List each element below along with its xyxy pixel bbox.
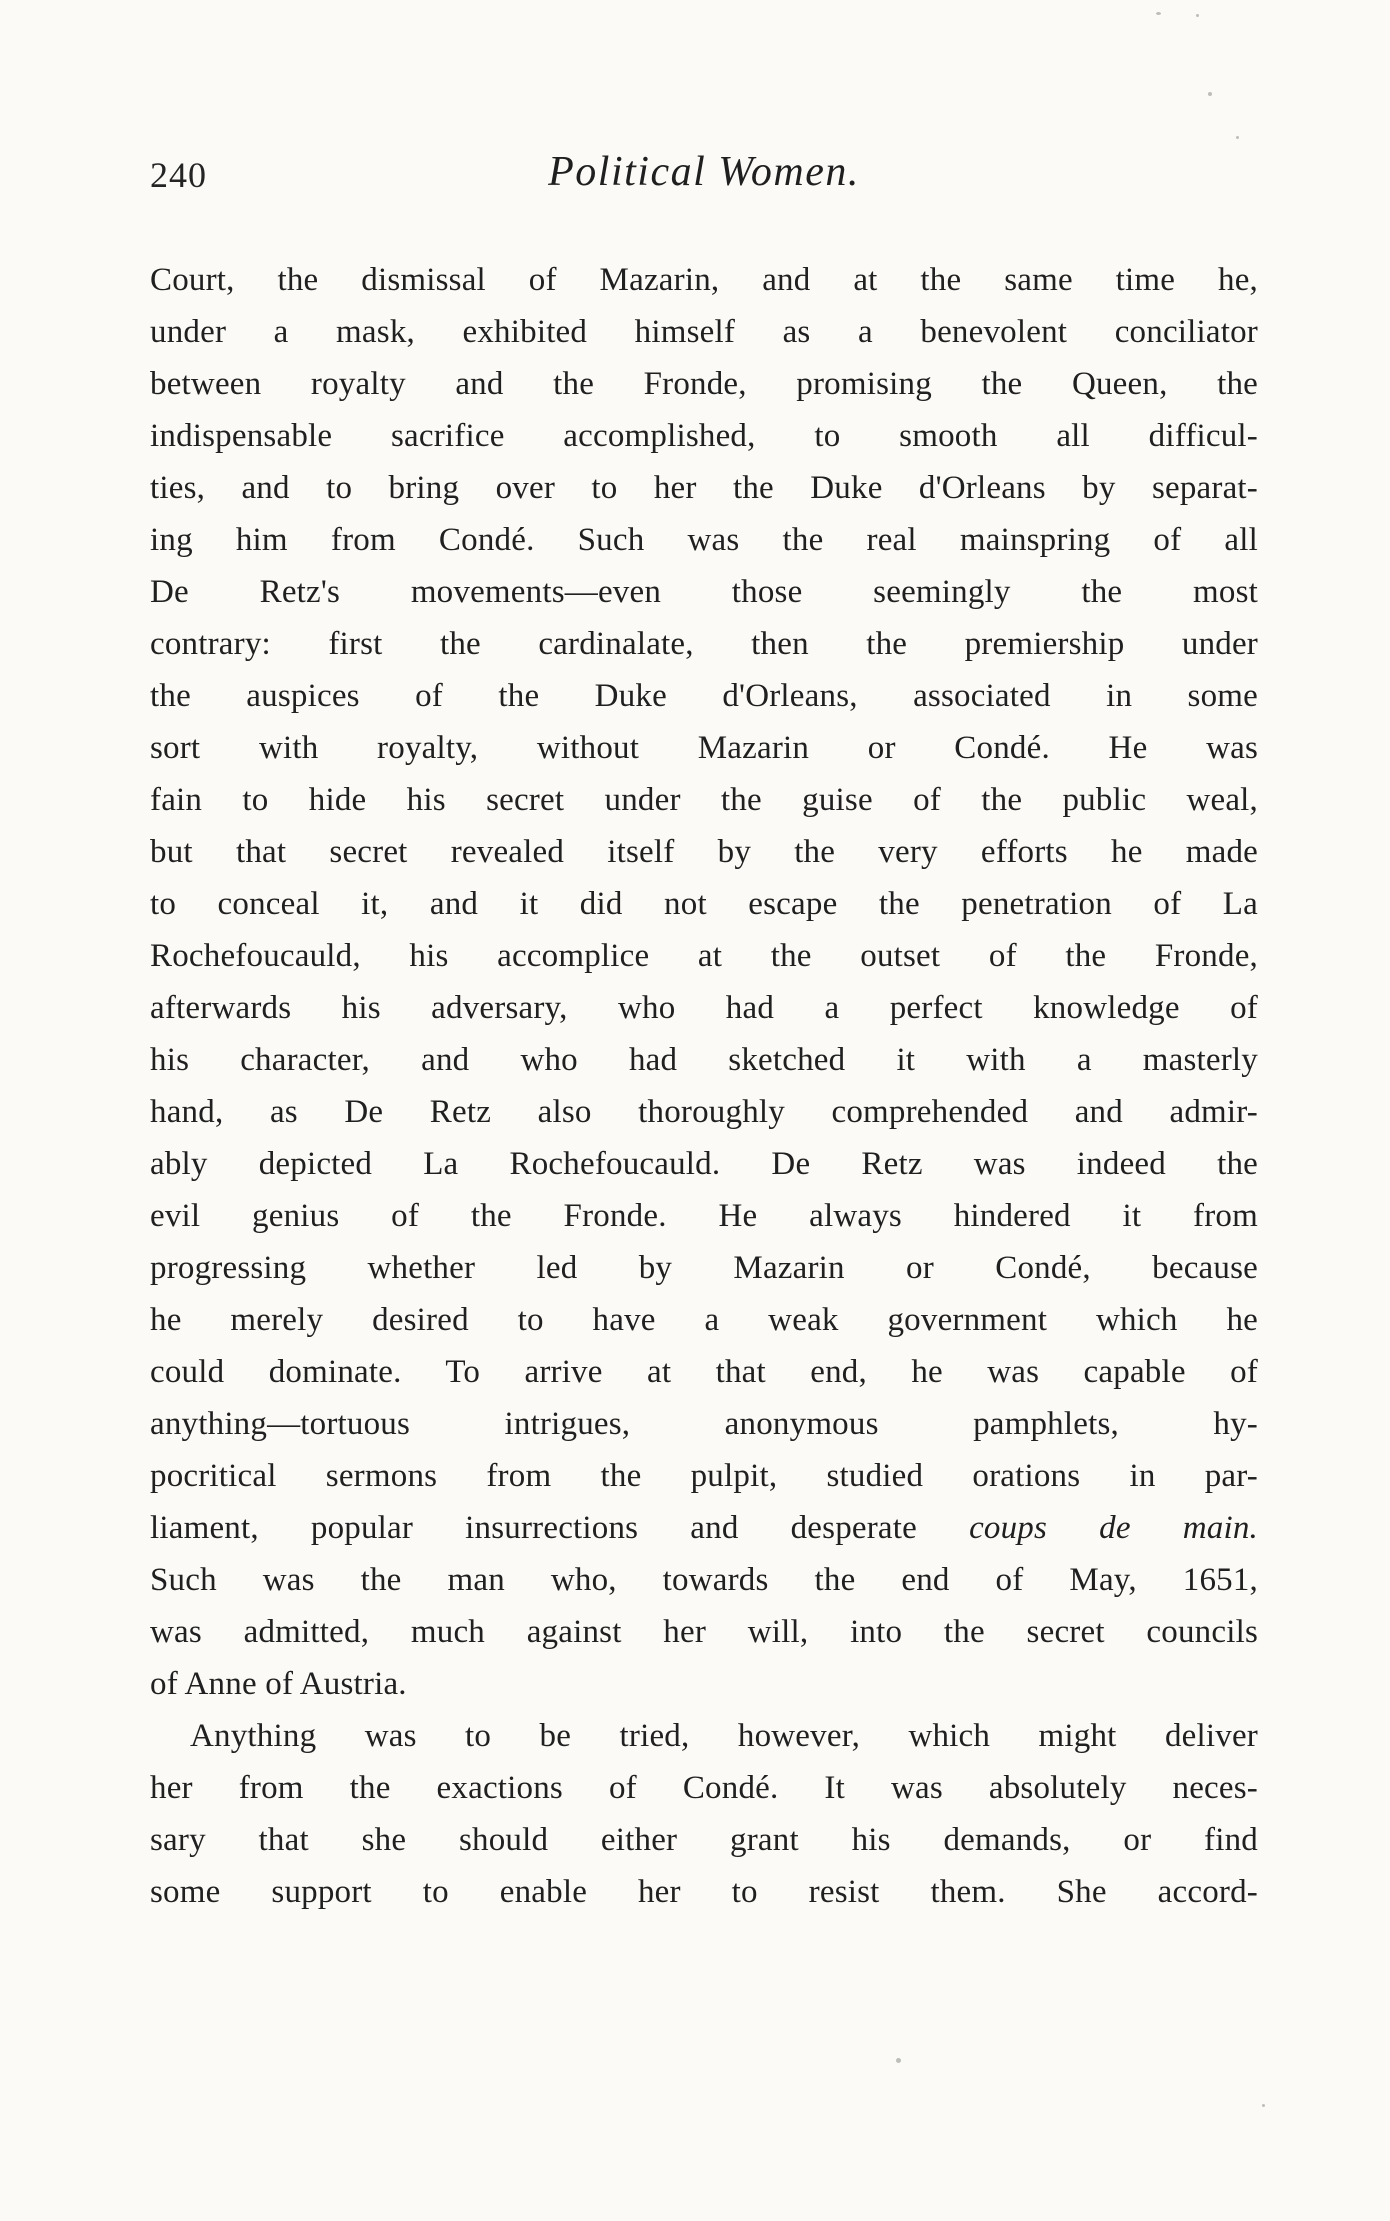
- paragraph: [150, 254, 1258, 1710]
- scan-speck: [1196, 14, 1199, 17]
- text-segment: under a mask, exhibited himself as a benevolent conciliator: [150, 314, 1258, 350]
- text-line: [150, 1606, 1258, 1658]
- text-segment: sary that she should either grant his demands, or find: [150, 1822, 1258, 1858]
- text-segment: but that secret revealed itself by the very efforts he made: [150, 834, 1258, 870]
- text-line: [150, 1710, 1258, 1762]
- italic-text-segment: coups de main.: [969, 1510, 1258, 1546]
- text-block: [150, 254, 1258, 1918]
- text-line: [150, 1190, 1258, 1242]
- paragraph: [150, 1710, 1258, 1918]
- text-segment: Court, the dismissal of Mazarin, and at the same time he,: [150, 262, 1258, 298]
- text-line: [150, 1086, 1258, 1138]
- text-segment: Rochefoucauld, his accomplice at the outset of the Fronde,: [150, 938, 1258, 974]
- text-line: [150, 1450, 1258, 1502]
- text-line: [150, 826, 1258, 878]
- text-segment: of Anne of Austria.: [150, 1666, 407, 1702]
- scan-speck: [1156, 12, 1161, 15]
- text-line: [150, 982, 1258, 1034]
- text-segment: liament, popular insurrections and desperate: [150, 1510, 970, 1546]
- text-line: [150, 774, 1258, 826]
- text-line: [150, 306, 1258, 358]
- text-line: [150, 878, 1258, 930]
- text-segment: fain to hide his secret under the guise of the public weal,: [150, 782, 1258, 818]
- text-line: [150, 670, 1258, 722]
- text-segment: he merely desired to have a weak government which he: [150, 1302, 1258, 1338]
- text-segment: progressing whether led by Mazarin or Condé, because: [150, 1250, 1258, 1286]
- text-line: [150, 566, 1258, 618]
- text-segment: to conceal it, and it did not escape the penetration of La: [150, 886, 1258, 922]
- text-segment: ties, and to bring over to her the Duke d'Orleans by separat-: [150, 470, 1258, 506]
- running-title: Political Women.: [548, 149, 860, 195]
- text-line: [150, 514, 1258, 566]
- text-segment: ably depicted La Rochefoucauld. De Retz was indeed the: [150, 1146, 1258, 1182]
- text-line: [150, 1346, 1258, 1398]
- text-segment: could dominate. To arrive at that end, he was capable of: [150, 1354, 1258, 1390]
- text-line: [150, 930, 1258, 982]
- text-segment: Such was the man who, towards the end of May, 1651,: [150, 1562, 1258, 1598]
- text-segment: her from the exactions of Condé. It was absolutely neces-: [150, 1770, 1258, 1806]
- text-segment: De Retz's movements—even those seemingly the most: [150, 574, 1258, 610]
- text-line: [150, 358, 1258, 410]
- text-line: [150, 254, 1258, 306]
- text-line: [150, 618, 1258, 670]
- scan-speck: [1262, 2104, 1265, 2107]
- page-number: 240: [150, 155, 207, 195]
- text-segment: hand, as De Retz also thoroughly comprehended and admir-: [150, 1094, 1258, 1130]
- text-segment: indispensable sacrifice accomplished, to smooth all difficul-: [150, 418, 1258, 454]
- text-line: [150, 1294, 1258, 1346]
- scan-speck: [1236, 136, 1239, 139]
- text-line: [150, 722, 1258, 774]
- text-segment: between royalty and the Fronde, promising the Queen, the: [150, 366, 1258, 402]
- page-header: [150, 148, 1258, 210]
- text-segment: the auspices of the Duke d'Orleans, associated in some: [150, 678, 1258, 714]
- text-line: [150, 1658, 1258, 1710]
- text-line: [150, 1138, 1258, 1190]
- text-segment: afterwards his adversary, who had a perfect knowledge of: [150, 990, 1258, 1026]
- text-line: [150, 410, 1258, 462]
- page-inner: [150, 148, 1258, 1918]
- text-segment: his character, and who had sketched it with a masterly: [150, 1042, 1258, 1078]
- text-segment: ing him from Condé. Such was the real mainspring of all: [150, 522, 1258, 558]
- text-segment: Anything was to be tried, however, which might deliver: [190, 1718, 1258, 1754]
- text-segment: sort with royalty, without Mazarin or Condé. He was: [150, 730, 1258, 766]
- scan-speck: [896, 2058, 901, 2063]
- text-line: [150, 1398, 1258, 1450]
- text-line: [150, 1034, 1258, 1086]
- text-line: [150, 1242, 1258, 1294]
- text-segment: anything—tortuous intrigues, anonymous pamphlets, hy-: [150, 1406, 1258, 1442]
- text-line: [150, 1554, 1258, 1606]
- text-segment: pocritical sermons from the pulpit, studied orations in par-: [150, 1458, 1258, 1494]
- text-line: [150, 1866, 1258, 1918]
- text-line: [150, 1502, 1258, 1554]
- scan-speck: [1208, 92, 1212, 96]
- text-line: [150, 1814, 1258, 1866]
- text-line: [150, 1762, 1258, 1814]
- text-segment: contrary: first the cardinalate, then the premiership under: [150, 626, 1258, 662]
- text-line: [150, 462, 1258, 514]
- text-segment: some support to enable her to resist them. She accord-: [150, 1874, 1258, 1910]
- text-segment: was admitted, much against her will, into the secret councils: [150, 1614, 1258, 1650]
- text-segment: evil genius of the Fronde. He always hindered it from: [150, 1198, 1258, 1234]
